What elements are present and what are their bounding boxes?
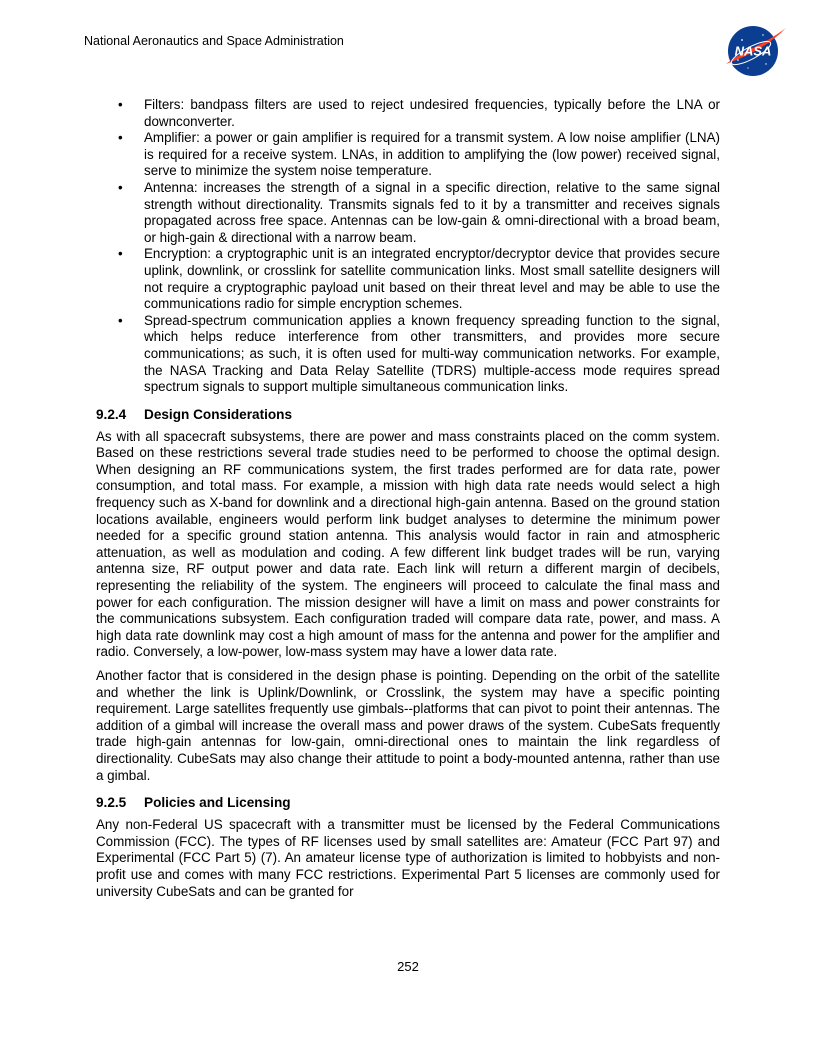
- section-number: 9.2.5: [96, 795, 127, 811]
- bullet-text: Amplifier: a power or gain amplifier is required for a transmit system. A low noise amplifier (LNA) is required for a receive system. LNAs, in addition to amplifying the (low power) received signal, serve to minimize the system noise temperature.: [144, 130, 720, 179]
- bullet-icon: •: [118, 246, 123, 262]
- bullet-text: Filters: bandpass filters are used to reject undesired frequencies, typically before the LNA or downconverter.: [144, 97, 720, 129]
- paragraph: As with all spacecraft subsystems, there are power and mass constraints placed on the comm system. Based on these restrictions several trade studies need to be performed to choose the optimal design. When designing an RF communications system, the first trades performed are for data rate, power consumption, and total mass. For example, a mission with high data rate needs would select a high frequency such as X-band for downlink and a directional high-gain antenna. Based on the ground station locations available, engineers would perform link budget analyses to determine the minimum power needed for a specific ground station antenna. This analysis would factor in rain and atmospheric attenuation, as well as modulation and coding. A few different link budget trades will be run, varying antenna size, RF output power and data rate. Each link will return a different margin of decibels, representing the reliability of the system. The engineers will proceed to calculate the final mass and power for each configuration. The mission designer will have a limit on mass and power constraints for the communications subsystem. Each configuration traded will compare data rate, power, and mass. A high data rate downlink may cost a high amount of mass for the antenna and power for the amplifier and radio. Conversely, a low-power, low-mass system may have a lower data rate.: [96, 428, 720, 660]
- bullet-item-filters: [96, 97, 720, 130]
- paragraph: Another factor that is considered in the design phase is pointing. Depending on the orbit of the satellite and whether the link is Uplink/Downlink, or Crosslink, the system may have a specific pointing requirement. Large satellites frequently use gimbals--platforms that can pivot to point their antennas. The addition of a gimbal will increase the overall mass and power draws of the system. CubeSats frequently trade high-gain antennas for low-gain, omni-directional ones to maintain the link regardless of directionality. CubeSats may also change their attitude to point a body-mounted antenna, rather than use a gimbal.: [96, 668, 720, 783]
- section-heading-policies-licensing: [96, 794, 720, 812]
- section-title: Policies and Licensing: [144, 795, 291, 811]
- bullet-item-amplifier: [96, 130, 720, 180]
- main-content: [96, 97, 720, 907]
- bullet-icon: •: [118, 130, 123, 146]
- bullet-item-encryption: [96, 246, 720, 312]
- bullet-text: Encryption: a cryptographic unit is an integrated encryptor/decryptor device that provides secure uplink, downlink, or crosslink for satellite communication links. Most small satellite designers will not require a cryptographic payload unit based on their threat level and may be able to use the communications radio for simple encryption schemes.: [144, 246, 720, 312]
- header-org-name: National Aeronautics and Space Administration: [84, 34, 344, 48]
- page-number: 252: [397, 959, 419, 974]
- section-title: Design Considerations: [144, 406, 293, 422]
- component-bullet-list: [96, 97, 720, 396]
- section-number: 9.2.4: [96, 406, 127, 422]
- bullet-text: Antenna: increases the strength of a signal in a specific direction, relative to the same signal strength without directionality. Transmits signals fed to it by a transmitter and receives signals propagated across free space. Antennas can be low-gain & omni-directional with a broad beam, or high-gain & directional with a narrow beam.: [144, 179, 720, 245]
- bullet-item-spread-spectrum: [96, 313, 720, 396]
- bullet-icon: •: [118, 97, 123, 112]
- nasa-logo-text: NASA: [734, 43, 772, 59]
- paragraph: Any non-Federal US spacecraft with a transmitter must be licensed by the Federal Communications Commission (FCC). The types of RF licenses used by small satellites are: Amateur (FCC Part 97) and Experimental (FCC Part 5) (7). An amateur license type of authorization is limited to hobbyists and non-profit use and comes with many FCC restrictions. Experimental Part 5 licenses are commonly used for university CubeSats and can be granted for: [96, 817, 720, 899]
- section-heading-design-considerations: [96, 406, 720, 424]
- nasa-logo: [718, 20, 788, 80]
- bullet-icon: •: [118, 179, 123, 195]
- bullet-icon: •: [118, 312, 123, 328]
- bullet-text: Spread-spectrum communication applies a known frequency spreading function to the signal, which helps reduce interference from other transmitters, and provides more secure communications; as such, it is often used for multi-way communication networks. For example, the NASA Tracking and Data Relay Satellite (TDRS) multiple-access mode requires spread spectrum signals to support multiple simultaneous communication links.: [144, 312, 720, 395]
- bullet-item-antenna: [96, 180, 720, 246]
